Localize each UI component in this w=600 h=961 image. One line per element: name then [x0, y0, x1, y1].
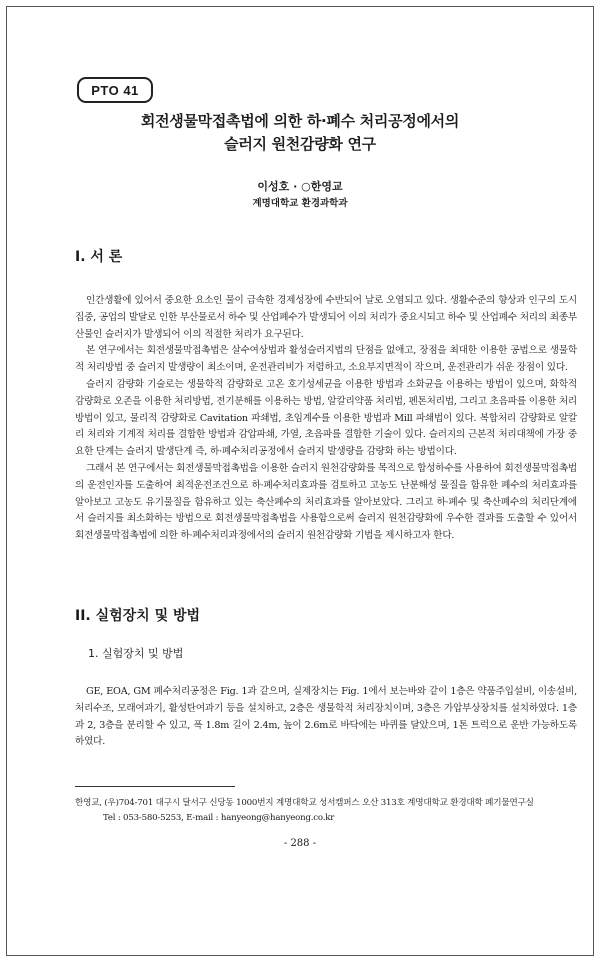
paper-title-line2: 슬러지 원천감량화 연구 [224, 135, 376, 153]
footnote [75, 796, 585, 826]
footnote-contact: Tel : 053-580-5253, E-mail : hanyeong@hanyeong.co.kr [103, 813, 335, 823]
footnote-divider [75, 786, 235, 787]
session-badge: PTO 41 [77, 77, 153, 103]
authors: 이성호 · ○한영교 [257, 180, 343, 193]
intro-paragraph: 본 연구에서는 회전생물막접촉법은 살수여상법과 활성슬러지법의 단점을 없애고, 장점을 최대한 이용한 공법으로 생물학적 처리방법 중 슬러지 발생량이 최소이며, 운전관리비가 저렴하고, 소요부지면적이 작으며, 운전관리가 쉬운 장점이 있다. [75, 345, 577, 374]
footnote-address: 한영교, (우)704-701 대구시 달서구 신당동 1000번지 계명대학교 성서캠퍼스 오산 313호 계명대학교 환경대학 폐기물연구실 [75, 798, 534, 808]
affiliation: 계명대학교 환경과학과 [252, 198, 348, 209]
intro-paragraph: 슬러지 감량화 기술로는 생물학적 감량화로 고온 호기성세균을 이용한 방법과 소화균을 이용하는 방법이 있으며, 화학적 감량화로 오존을 이용한 처리방법, 전기분해를 이용하는 방법, 알칼리약품 처리법, 펜톤처리법, 그리고 초음파를 이용한 처리방법이 있고, 물리적 감량화로 Cavitation 파쇄법, 초임계수를 이용한 방법과 Mill 파쇄법이 있다. 복합처리 감량화로 알칼리 처리와 기계적 처리를 결합한 방법과 감압파쇄, 가열, 초음파를 결합한 기술이 있다. 슬러지의 근본적 처리대책에 가장 중요한 단계는 슬러지 발생단계 즉, 하·폐수처리공정에서 슬러지 발생량을 감량화 하는 방법이다. [75, 378, 577, 458]
section-heading-intro: I. 서 론 [75, 249, 123, 265]
page-number: - 288 - [283, 838, 317, 849]
subsection-heading-apparatus: 1. 실험장치 및 방법 [88, 647, 184, 660]
intro-paragraph: 그래서 본 연구에서는 회전생물막접촉법을 이용한 슬러지 원천감량화를 목적으로 합성하수를 사용하여 회전생물막접촉법의 운전인자를 도출하여 최적운전조건으로 하·폐수처리효과를 검토하고 고농도 난분해성 물질을 함유한 폐수의 처리효과를 알아보고 고농도 유기물질을 함유하고 있는 축산폐수의 처리효과를 알아보았다. 그리고 하·폐수 및 축산폐수의 처리단계에서 슬러지를 최소화하는 방법으로 회전생물막접촉법을 사용함으로써 슬러지 원천감량화에 우수한 결과를 도출할 수 있어서 회전생물막접촉법에 의한 하·폐수처리과정에서의 슬러지 원천감량화 기법을 제시하고자 한다. [75, 462, 577, 542]
methods-paragraph: GE, EOA, GM 폐수처리공정은 Fig. 1과 같으며, 실제장치는 Fig. 1에서 보는바와 같이 1층은 약품주입설비, 이송설비, 처리수조, 모래여과기, 활성탄여과기 등을 설치하고, 2층은 생물학적 처리장치이며, 3층은 가압부상장치를 설치하였다. 1층과 2, 3층을 분리할 수 있고, 폭 1.8m 길이 2.4m, 높이 2.6m로 바닥에는 바퀴를 달았으며, 1톤 트럭으로 운반 가능하도록 하였다. [75, 686, 577, 748]
intro-body [75, 293, 577, 545]
intro-paragraph: 인간생활에 있어서 중요한 요소인 물이 급속한 경제성장에 수반되어 날로 오염되고 있다. 생활수준의 향상과 인구의 도시집중, 공업의 발달로 인한 부산물로서 하수 및 산업폐수가 발생되어 이의 처리가 중요시되고 하수 및 산업폐수 처리의 최종부산물인 슬러지가 발생되어 이의 적절한 처리가 요구된다. [75, 295, 577, 340]
paper-title-line1: 회전생물막접촉법에 의한 하·폐수 처리공정에서의 [140, 112, 460, 130]
methods-body [75, 684, 577, 751]
section-heading-methods: II. 실험장치 및 방법 [75, 608, 201, 624]
